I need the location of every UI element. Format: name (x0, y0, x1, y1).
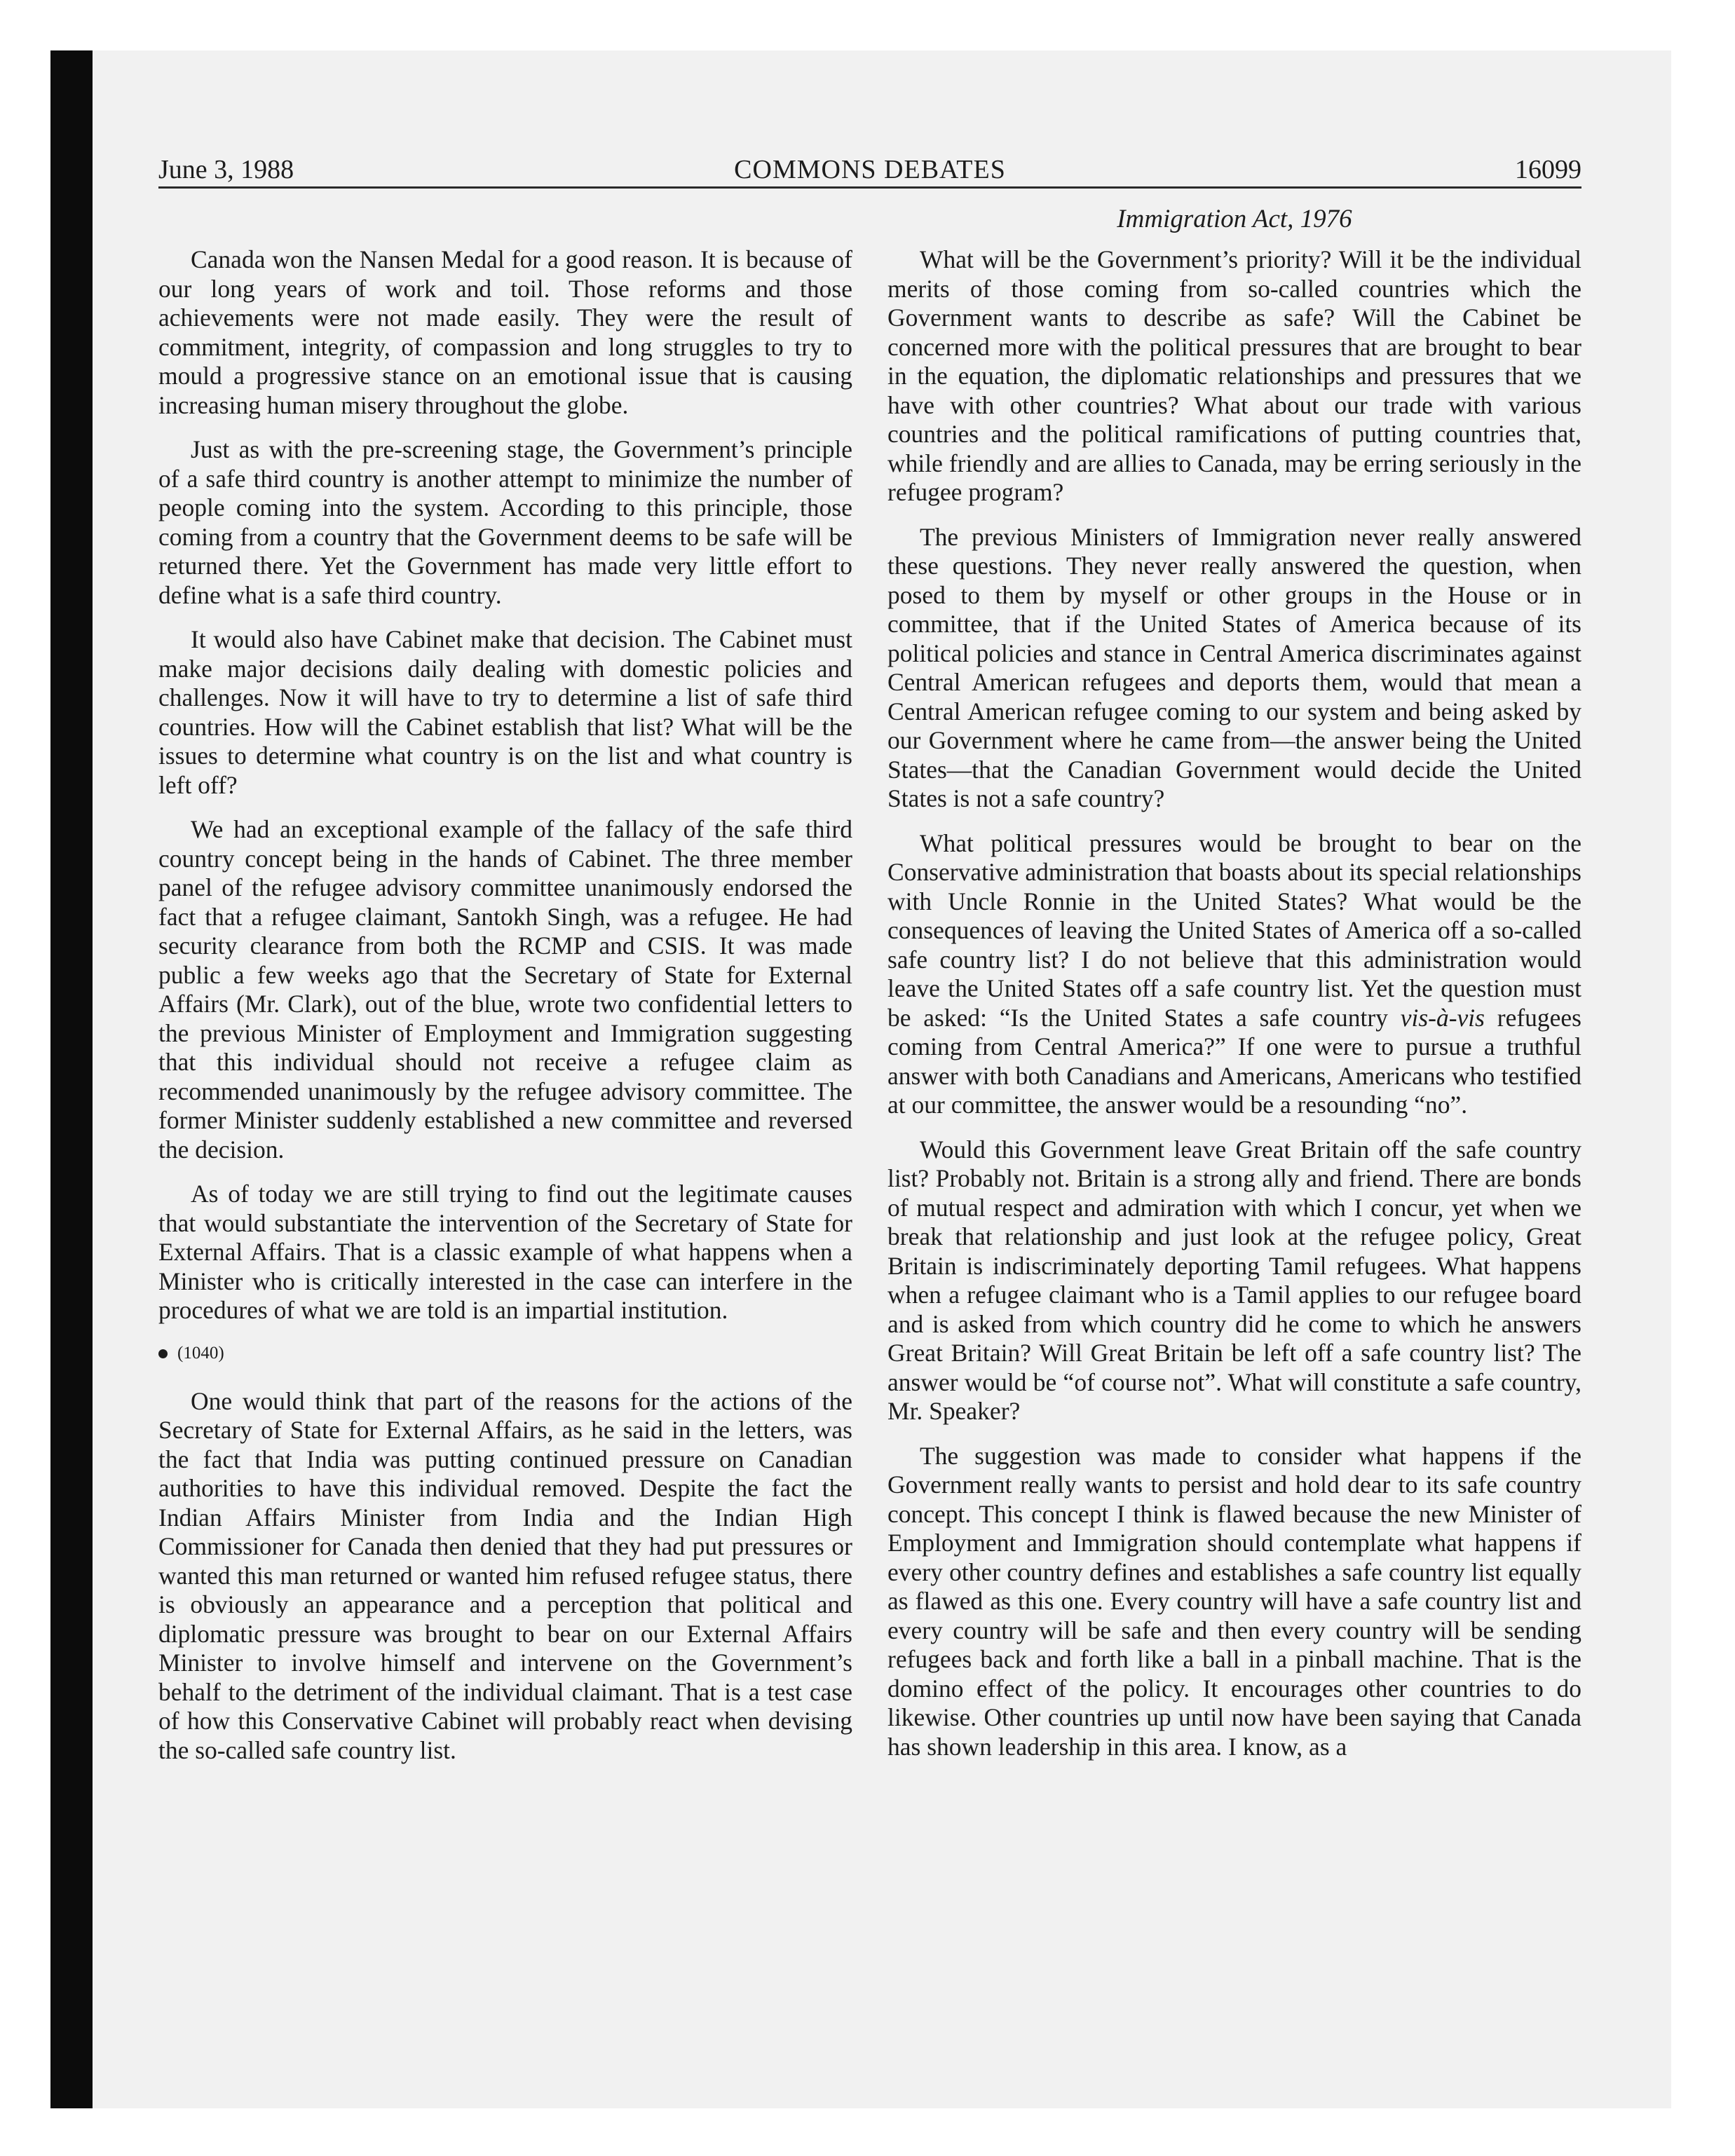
paragraph: The previous Ministers of Immigration never really answered these questions. They never really answered the question, when posed to them by myself or other groups in the House or in committee, that if the United States of America because of its political policies and stance in Central America discriminates against Central American refugees and deports them, would that mean a Central American refugee coming to our system and being asked by our Government where he came from—the answer being the United States—that the Canadian Government would decide the United States is not a safe country? (887, 522, 1581, 812)
paragraph: What will be the Government’s priority? Will it be the individual merits of those coming from so-called countries which the Government wants to describe as safe? Will the Cabinet be concerned more with the political pressures that are brought to bear in the equation, the diplomatic relationships and pressures that we have with other countries? What about our trade with various countries and the political ramifications of putting countries that, while friendly and are allies to Canada, may be erring seriously in the refugee program? (887, 245, 1581, 506)
scan-edge-bar (50, 50, 93, 2108)
header-title: COMMONS DEBATES (734, 155, 1006, 184)
page-header (158, 151, 1581, 188)
paragraph: Would this Government leave Great Britain off the safe country list? Probably not. Britain is a strong ally and friend. There are bonds of mutual respect and admiration with which I concur, yet when we break that relationship and just look at the refugee policy, Great Britain is indiscriminately deporting Tamil refugees. What happens when a refugee claimant who is a Tamil applies to our refugee board and is asked from which country did he come to which he answers Great Britain? Will Great Britain be left off a safe country list? The answer would be “of course not”. What will constitute a safe country, Mr. Speaker? (887, 1135, 1581, 1425)
time-marker (158, 1341, 852, 1366)
paragraph: As of today we are still trying to find out the legitimate causes that would substantiate the intervention of the Secretary of State for External Affairs. That is a classic example of what happens when a Minister who is critically interested in the case can interfere in the procedures of what we are told is an impartial institution. (158, 1180, 852, 1324)
header-date: June 3, 1988 (158, 155, 294, 184)
header-page-number: 16099 (1515, 155, 1581, 184)
paragraph: It would also have Cabinet make that decision. The Cabinet must make major decisions daily dealing with domestic policies and challenges. Now it will have to try to determine a list of safe third countries. How will the Cabinet establish that list? What will be the issues to determine what country is on the list and what country is left off? (158, 625, 852, 799)
header-rule (158, 186, 1581, 189)
paragraph: One would think that part of the reasons for the actions of the Secretary of State for External Affairs, as he said in the letters, was the fact that India was putting continued pressure on Canadian authorities to have this individual removed. Despite the fact the Indian Affairs Minister from India and the Indian High Commissioner for Canada then denied that they had put pressures or wanted this man returned or wanted him refused refugee status, there is obviously an appearance and a perception that political and diplomatic pressure was brought to bear on our External Affairs Minister to involve himself and intervene on the Government’s behalf to the detriment of the individual claimant. That is a test case of how this Conservative Cabinet will probably react when devising the so-called safe country list. (158, 1386, 852, 1764)
paragraph: Canada won the Nansen Medal for a good reason. It is because of our long years of work and toil. Those reforms and those achievements were not made easily. They were the result of commitment, integrity, of compassion and long struggles to try to mould a progressive stance on an emotional issue that is causing increasing human misery throughout the globe. (158, 245, 852, 419)
paragraph: The suggestion was made to consider what happens if the Government really wants to persist and hold dear to its safe country concept. This concept I think is flawed because the new Minister of Employment and Immigration should contemplate what happens if every other country defines and establishes a safe country list equally as flawed as this one. Every country will have a safe country list and every country will be safe and then every country will be sending refugees back and forth like a ball in a pinball machine. That is the domino effect of the policy. It encourages other countries to do likewise. Other countries up until now have been saying that Canada has shown leadership in this area. I know, as a (887, 1441, 1581, 1761)
time-marker-label: (1040) (177, 1343, 224, 1363)
bullet-icon (158, 1349, 168, 1358)
paragraph: Just as with the pre-screening stage, the Government’s principle of a safe third country is another attempt to minimize the number of people coming into the system. According to this principle, those coming from a country that the Government deems to be safe will be returned there. Yet the Government has made very little effort to define what is a safe third country. (158, 435, 852, 609)
paragraph-text: refugees coming from Central America?” If one were to pursue a truthful answer with both Canadians and Americans, Americans who testified at our committee, the answer would be a resounding “no”. (887, 1003, 1581, 1119)
paragraph-italic-text: vis-à-vis (1400, 1003, 1485, 1032)
paragraph (887, 829, 1581, 1120)
paragraph-text: What political pressures would be brought to bear on the Conservative administration that boasts about its special relationships with Uncle Ronnie in the United States? What would be the consequences of leaving the United States of America off a so-called safe country list? I do not believe that this administration would leave the United States off a safe country list. Yet the question must be asked: “Is the United States a safe country (887, 828, 1581, 1032)
left-column (158, 245, 852, 1780)
running-title: Immigration Act, 1976 (1117, 205, 1352, 233)
right-column (887, 245, 1581, 1777)
paragraph: We had an exceptional example of the fallacy of the safe third country concept being in the hands of Cabinet. The three member panel of the refugee advisory committee unanimously endorsed the fact that a refugee claimant, Santokh Singh, was a refugee. He had security clearance from both the RCMP and CSIS. It was made public a few weeks ago that the Secretary of State for External Affairs (Mr. Clark), out of the blue, wrote two confidential letters to the previous Minister of Employment and Immigration suggesting that this individual should not receive a refugee claim as recommended unanimously by the refugee advisory committee. The former Minister suddenly established a new committee and reversed the decision. (158, 815, 852, 1164)
